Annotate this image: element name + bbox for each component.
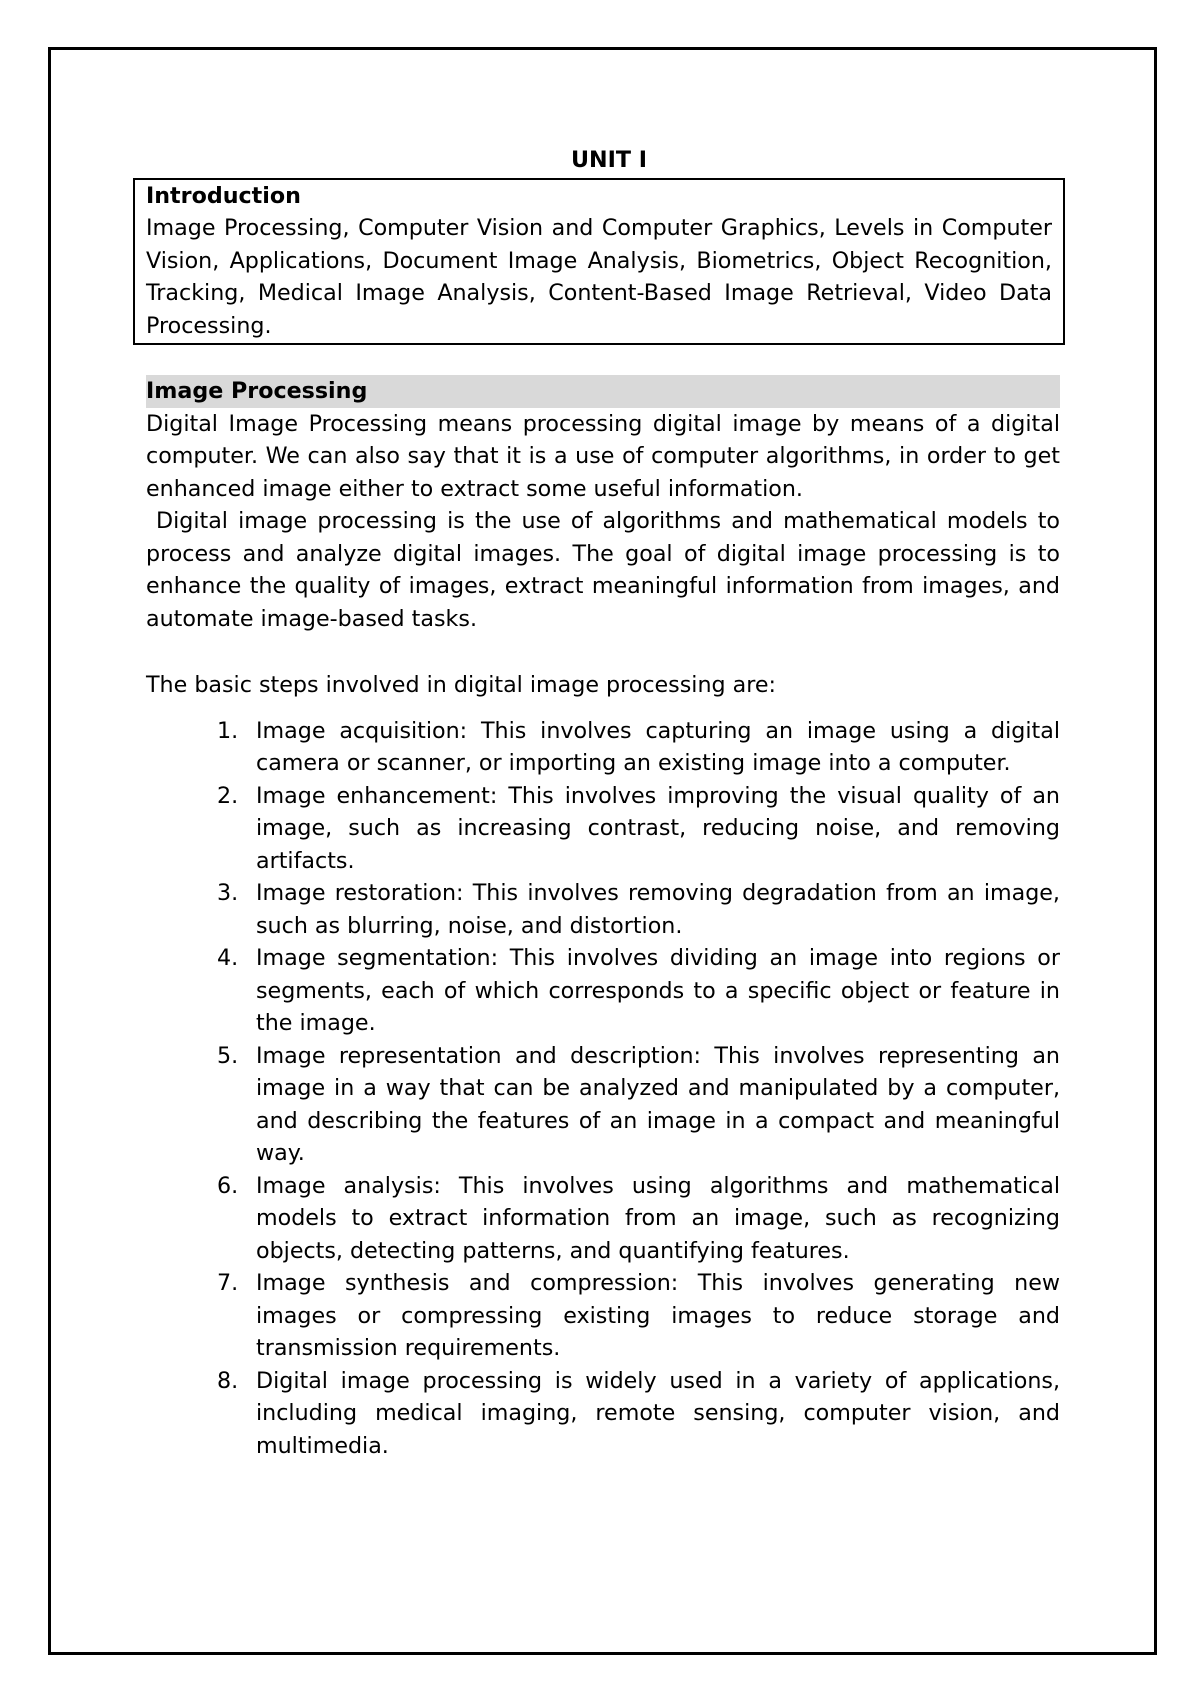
list-text: Image acquisition: This involves capturing an image using a digital camera or scanner, or importing an existing image into a computer.	[256, 717, 1060, 776]
intro-text: Image Processing, Computer Vision and Computer Graphics, Levels in Computer Vision, Applications, Document Image Analysis, Biometrics, Object Recognition, Tracking, Medical Image Analysis, Content-Based Image Retrieval, Video Data Processing.	[146, 215, 1052, 339]
section-heading: Image Processing	[146, 375, 1060, 408]
list-text: Image representation and description: This involves representing an image in a way that can be analyzed and manipulated by a computer, and describing the features of an image in a compact and meaningful way.	[256, 1042, 1060, 1166]
list-number: 8.	[217, 1367, 239, 1394]
list-item	[146, 1040, 1060, 1170]
steps-intro: The basic steps involved in digital image processing are:	[146, 672, 777, 698]
list-item	[146, 942, 1060, 1040]
list-item	[146, 715, 1060, 780]
list-text: Image analysis: This involves using algorithms and mathematical models to extract information from an image, such as recognizing objects, detecting patterns, and quantifying features.	[256, 1172, 1060, 1264]
list-number: 4.	[217, 945, 239, 971]
list-item	[146, 780, 1060, 878]
list-text: Image synthesis and compression: This involves generating new images or compressing existing images to reduce storage and transmission requirements.	[256, 1270, 1060, 1361]
list-number: 5.	[217, 1042, 239, 1069]
list-number: 2.	[217, 782, 239, 809]
list-item	[146, 1170, 1060, 1268]
list-text: Digital image processing is widely used in a variety of applications, including medical imaging, remote sensing, computer vision, and multimedia.	[256, 1367, 1060, 1459]
list-number: 7.	[217, 1270, 239, 1296]
paragraph-2: Digital image processing is the use of algorithms and mathematical models to process and analyze digital images. The goal of digital image processing is to enhance the quality of images, extract meaningful information from images, and automate image-based tasks.	[146, 508, 1060, 632]
list-text: Image segmentation: This involves dividing an image into regions or segments, each of which corresponds to a specific object or feature in the image.	[256, 945, 1060, 1036]
list-text: Image enhancement: This involves improving the visual quality of an image, such as increasing contrast, reducing noise, and removing artifacts.	[256, 782, 1060, 874]
intro-heading: Introduction	[146, 182, 301, 209]
list-number: 6.	[217, 1172, 239, 1199]
steps-list	[146, 715, 1060, 1463]
intro-box	[133, 178, 1065, 346]
list-item	[146, 1267, 1060, 1365]
list-number: 1.	[217, 717, 239, 744]
document-content	[146, 144, 1060, 1462]
list-number: 3.	[217, 880, 239, 906]
list-item	[146, 1365, 1060, 1463]
list-item	[146, 877, 1060, 942]
paragraph-1: Digital Image Processing means processing digital image by means of a digital computer. We can also say that it is a use of computer algorithms, in order to get enhanced image either to extract some useful information.	[146, 410, 1060, 502]
list-text: Image restoration: This involves removing degradation from an image, such as blurring, noise, and distortion.	[256, 880, 1060, 939]
unit-title: UNIT I	[571, 147, 647, 173]
